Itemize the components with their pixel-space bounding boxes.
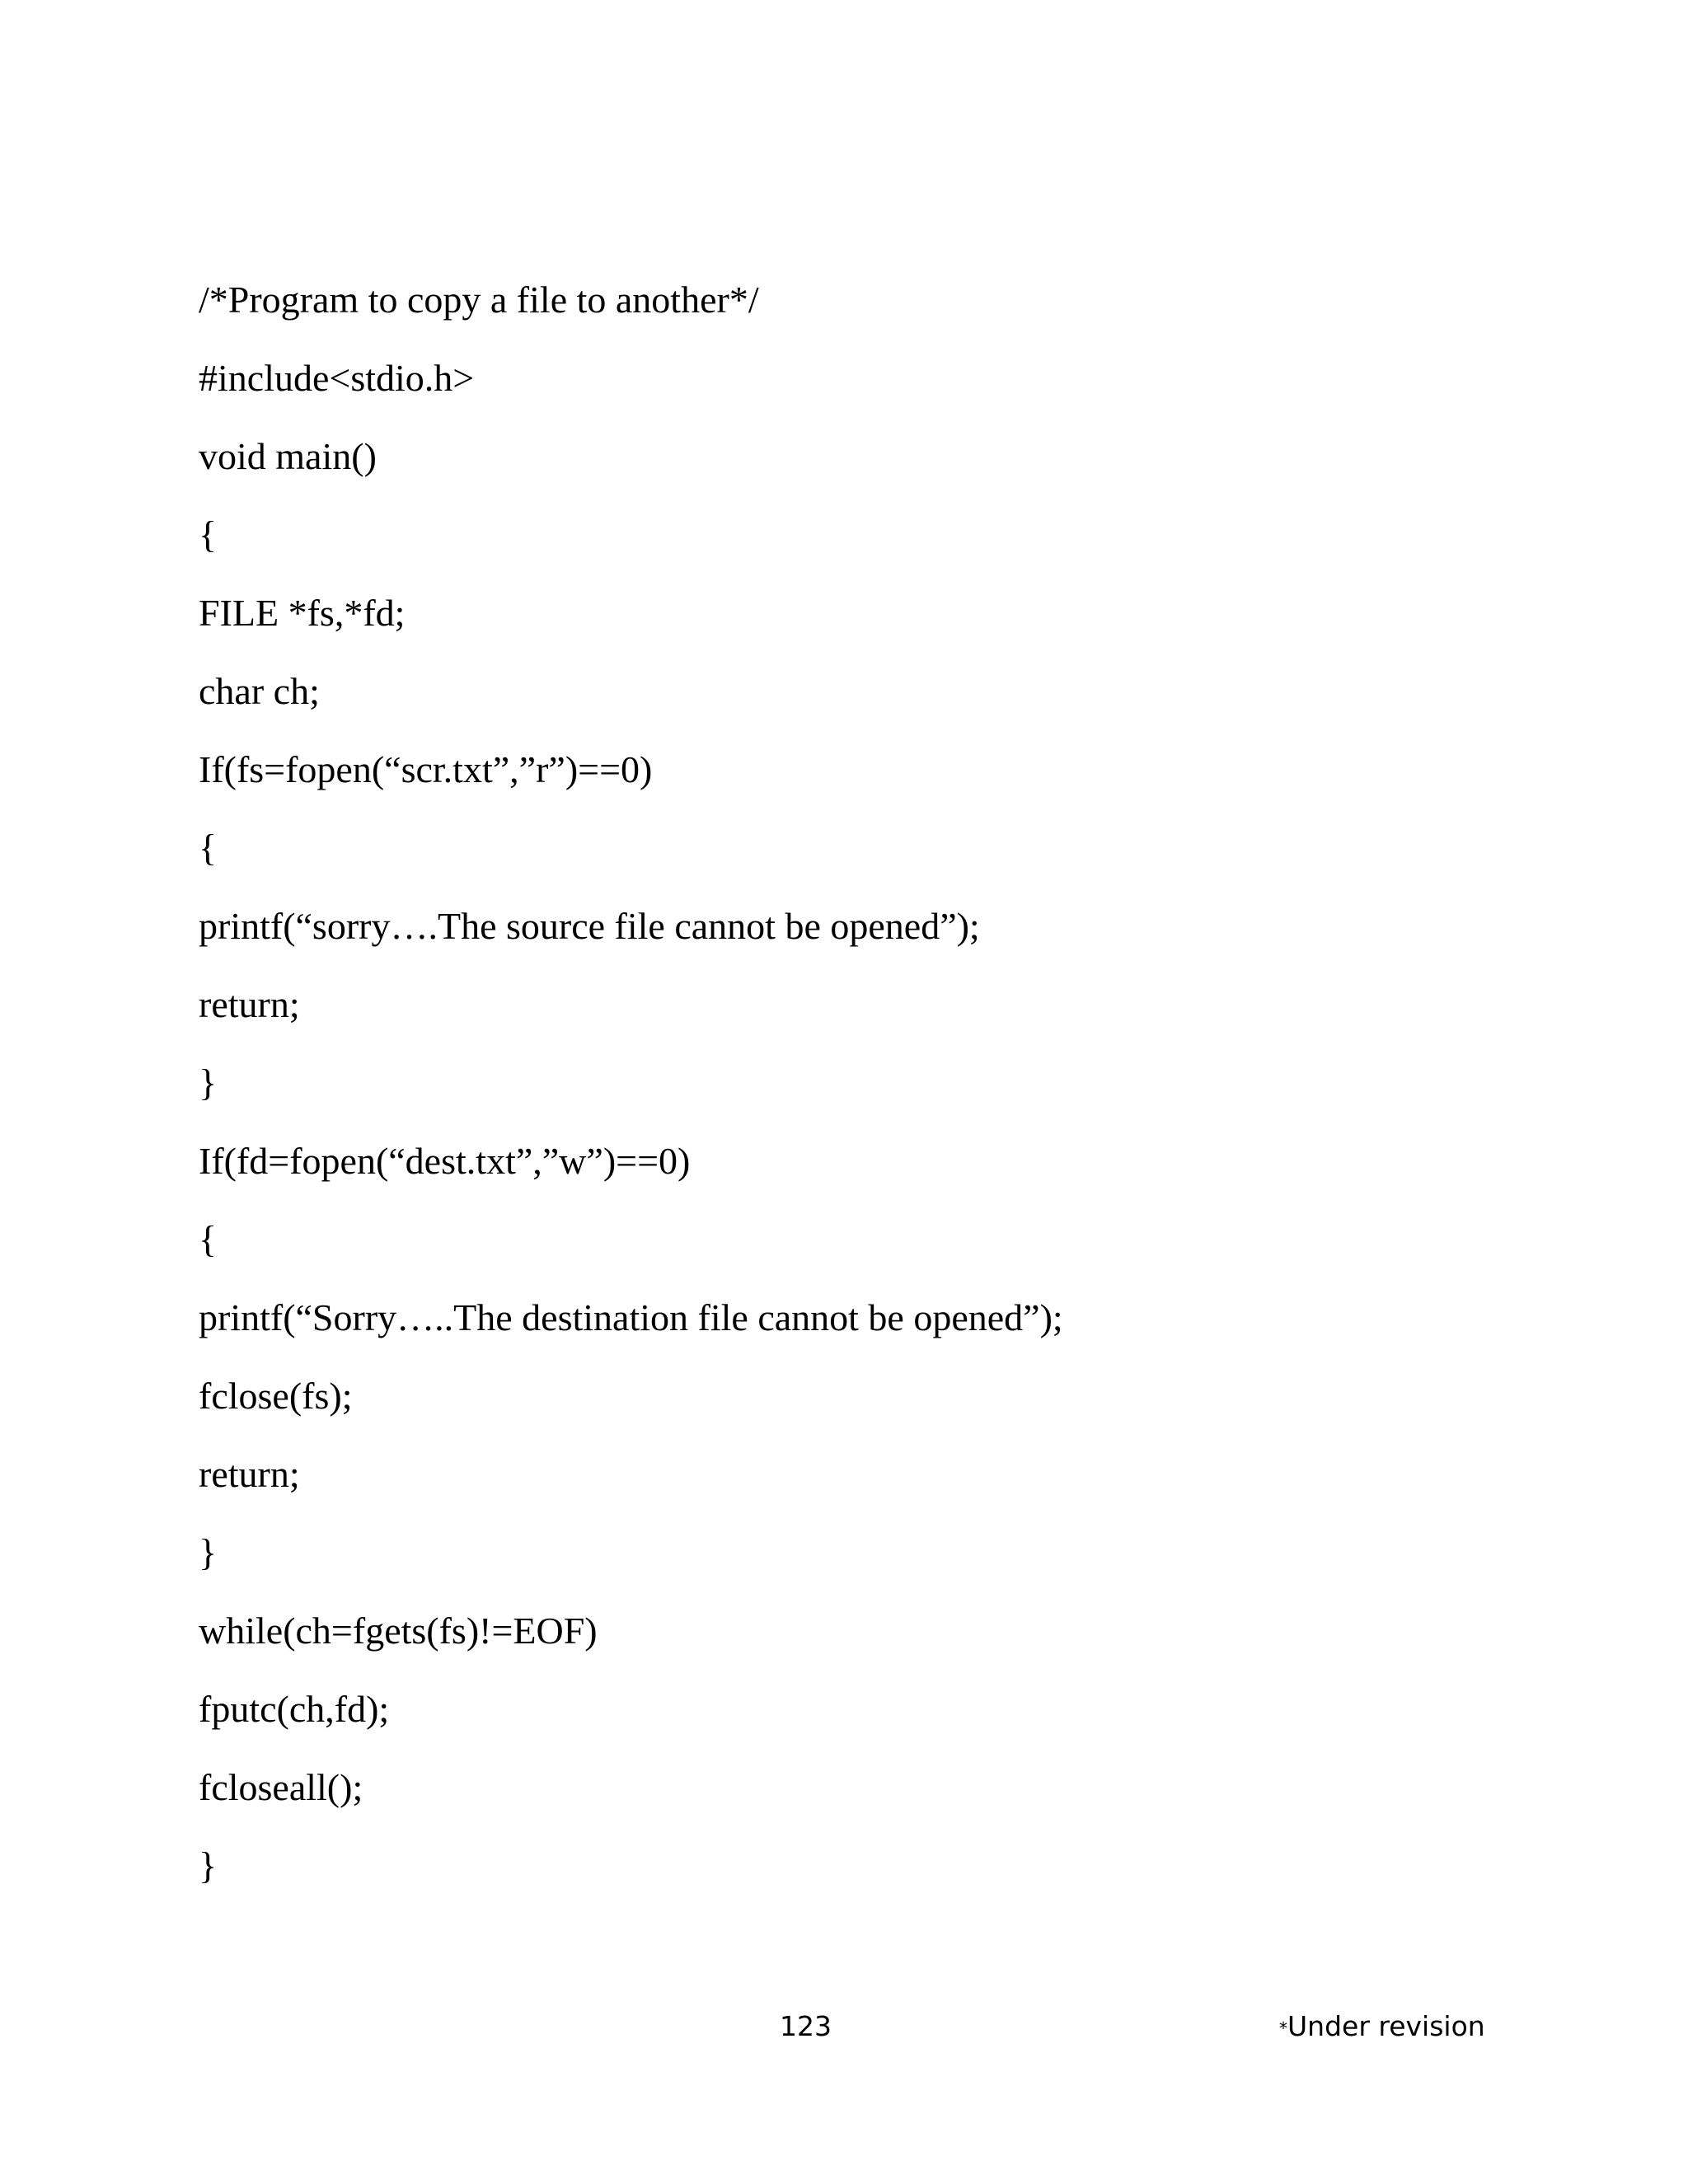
code-line-close-brace: } xyxy=(199,1062,218,1104)
code-line-fclose: fclose(fs); xyxy=(199,1375,353,1417)
code-line-open-brace: { xyxy=(199,513,218,555)
code-line-open-brace: { xyxy=(199,827,218,869)
code-line-while-loop: while(ch=fgets(fs)!=EOF) xyxy=(199,1610,598,1652)
code-line-include: #include<stdio.h> xyxy=(199,357,475,399)
code-line-comment: /*Program to copy a file to another*/ xyxy=(199,279,759,321)
code-line-close-brace: } xyxy=(199,1844,218,1886)
code-line-open-brace: { xyxy=(199,1218,218,1260)
code-line-source-error: printf(“sorry….The source file cannot be opened”); xyxy=(199,905,980,947)
revision-text: Under revision xyxy=(1287,2010,1485,2042)
code-line-close-brace: } xyxy=(199,1531,218,1573)
code-line-fcloseall: fcloseall(); xyxy=(199,1766,363,1808)
code-line-open-dest-check: If(fd=fopen(“dest.txt”,”w”)==0) xyxy=(199,1140,691,1182)
code-line-file-declaration: FILE *fs,*fd; xyxy=(199,592,406,634)
code-line-open-source-check: If(fs=fopen(“scr.txt”,”r”)==0) xyxy=(199,748,653,790)
code-line-return: return; xyxy=(199,983,300,1025)
revision-star: * xyxy=(1279,2018,1287,2038)
code-listing xyxy=(199,274,1063,1919)
page-number: 123 xyxy=(780,2010,832,2042)
code-line-main-signature: void main() xyxy=(199,435,377,477)
code-line-return: return; xyxy=(199,1453,300,1495)
code-line-dest-error: printf(“Sorry…..The destination file cannot be opened”); xyxy=(199,1296,1063,1338)
revision-note xyxy=(1279,2009,1485,2046)
code-line-fputc: fputc(ch,fd); xyxy=(199,1688,390,1730)
code-line-char-declaration: char ch; xyxy=(199,670,320,712)
